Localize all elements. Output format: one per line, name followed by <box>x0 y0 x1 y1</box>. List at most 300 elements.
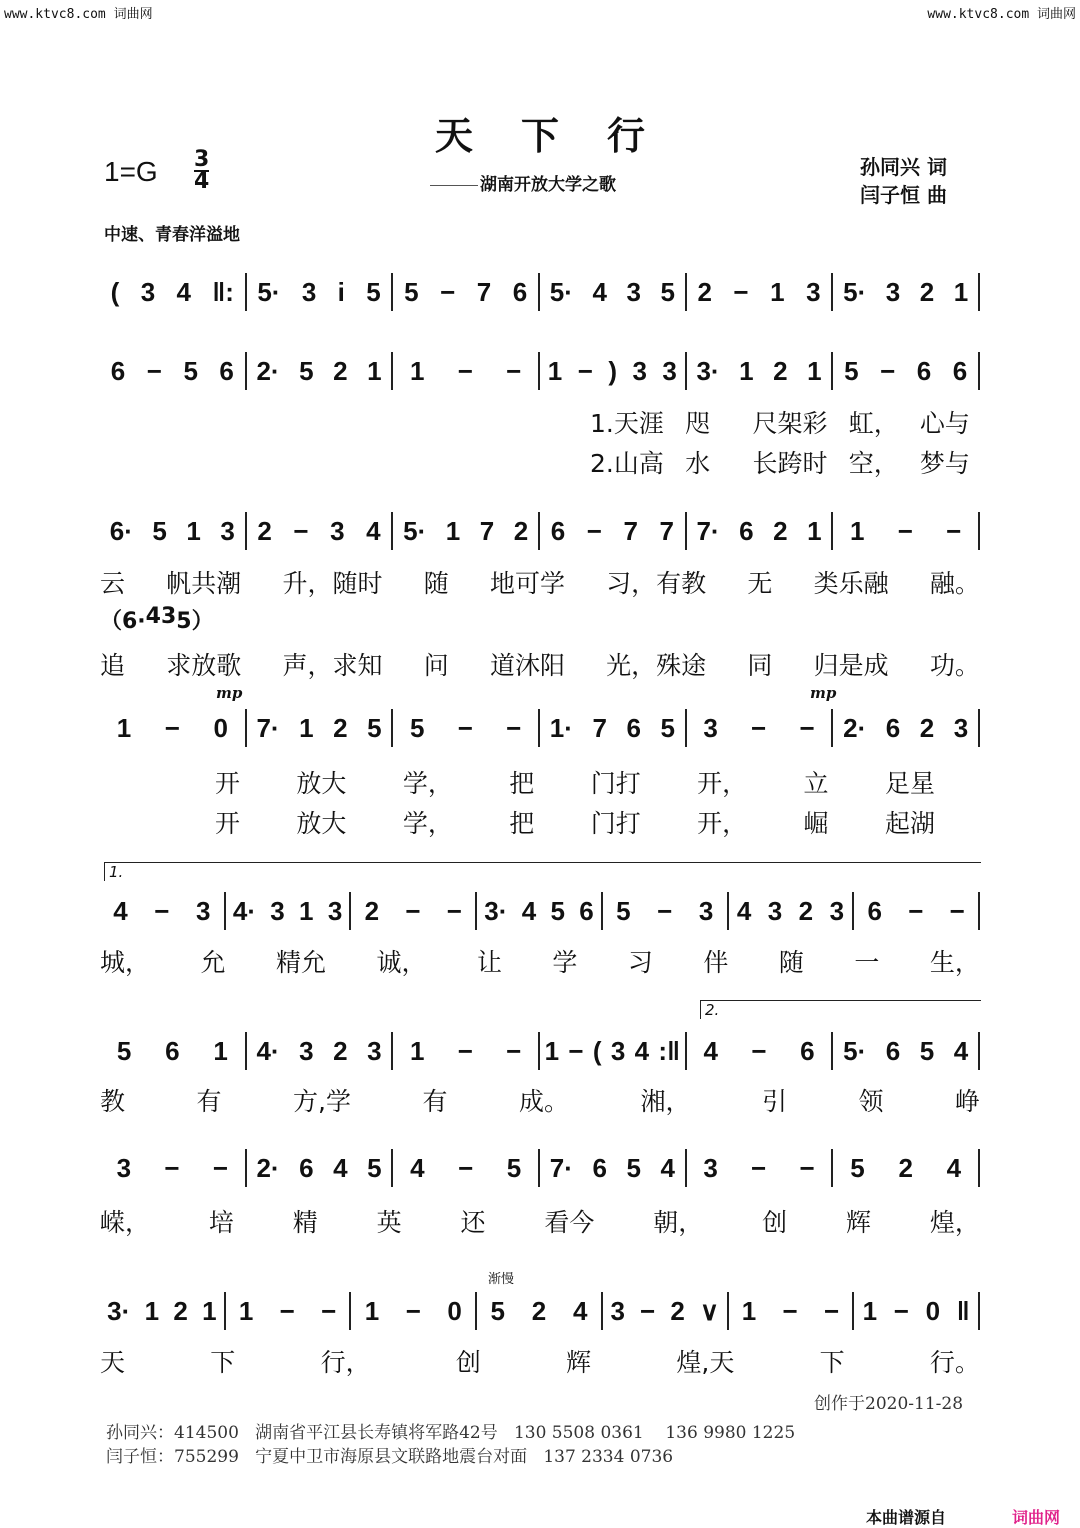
measure <box>854 891 978 931</box>
note: 3 <box>330 515 345 546</box>
note: − <box>457 712 473 743</box>
note: 6 <box>952 355 968 386</box>
lyric-syllable: 有 <box>196 1087 222 1116</box>
measure <box>100 351 245 391</box>
measure <box>833 1031 978 1071</box>
measure <box>687 708 832 748</box>
note: 4 <box>660 1152 675 1183</box>
note: ( <box>592 1035 602 1066</box>
note: − <box>457 1035 473 1066</box>
lyric-syllable: 立 <box>803 769 829 798</box>
note: 1 <box>741 1295 757 1326</box>
note: 3 <box>140 276 156 307</box>
note: 3 <box>885 276 901 307</box>
note: ‖ <box>956 1295 970 1326</box>
lyric-syllable: 还 <box>460 1208 486 1237</box>
lyric-syllable: 问 <box>423 651 449 680</box>
lyric-syllable: 门打 <box>590 809 641 838</box>
note: 3 <box>703 1152 718 1183</box>
contact-lyricist: 孙同兴：414500 湖南省平江县长寿镇将军路42号 130 5508 0361 136 9980 1225 <box>106 1423 796 1443</box>
note: − <box>586 515 602 546</box>
lyrics-line <box>100 1343 980 1379</box>
lyric-syllable: 允 <box>200 948 226 977</box>
dynamic-mp: mp <box>216 684 243 702</box>
note: 2 <box>773 515 788 546</box>
lyric-syllable: 放大 <box>296 809 347 838</box>
note: 1 <box>144 1295 160 1326</box>
lyric-syllable: 煌,天 <box>676 1348 735 1377</box>
lyric-syllable: 门打 <box>590 769 641 798</box>
tempo-marking: 中速、青春洋溢地 <box>104 225 240 245</box>
lyric-syllable: 升，随时 <box>282 569 383 598</box>
note: 7· <box>256 712 280 743</box>
note: 2 <box>919 712 935 743</box>
lyric-syllable: 学， <box>402 809 453 838</box>
note: 6 <box>219 355 234 386</box>
lyric-syllable: 功。 <box>929 651 980 680</box>
lyric-syllable: 习 <box>627 948 653 977</box>
note: 1 <box>116 712 132 743</box>
note: 3 <box>767 895 783 926</box>
note: 0 <box>213 712 228 743</box>
note: 3· <box>696 355 720 386</box>
note: − <box>949 895 965 926</box>
note: 6 <box>299 1152 314 1183</box>
measure <box>100 272 245 312</box>
measure <box>393 1031 538 1071</box>
volta-2: 2. <box>700 1000 981 1019</box>
lyric-syllable: 类乐融 <box>813 569 889 598</box>
lyrics-line <box>100 1082 980 1118</box>
lyric-syllable: 湘， <box>640 1087 691 1116</box>
note: − <box>457 355 473 386</box>
note: 1 <box>547 355 563 386</box>
lyric-syllable: 精 <box>292 1208 318 1237</box>
lyric-syllable: （6· <box>100 609 146 634</box>
note: 1 <box>409 355 425 386</box>
lyric-syllable: 习，有教 <box>606 569 707 598</box>
note: 4 <box>592 276 607 307</box>
note: − <box>446 895 462 926</box>
contact-composer: 闫子恒：755299 宁夏中卫市海原县文联路地震台对面 137 2334 0736 <box>106 1447 674 1467</box>
measure <box>393 511 538 551</box>
note: 5 <box>299 355 314 386</box>
subtitle-text: 湖南开放大学之歌 <box>480 175 616 195</box>
note: 3 <box>299 1035 314 1066</box>
note: − <box>405 1295 421 1326</box>
lyric-syllable: 梦与 <box>919 449 970 478</box>
note: − <box>897 515 913 546</box>
measure <box>247 511 392 551</box>
lyric-syllable: 行。 <box>929 1348 980 1377</box>
measure <box>477 891 601 931</box>
note: − <box>506 355 522 386</box>
measure <box>729 891 853 931</box>
note: 7 <box>479 515 495 546</box>
lyrics-line <box>215 764 935 800</box>
lyric-syllable: 追 <box>100 651 126 680</box>
barline <box>978 1149 980 1187</box>
measure <box>540 708 685 748</box>
barline <box>978 1292 980 1330</box>
note: 7 <box>476 276 492 307</box>
measure <box>477 1291 601 1331</box>
lyric-syllable: 光，殊途 <box>606 651 707 680</box>
note: 3· <box>107 1295 131 1326</box>
note: 6· <box>109 515 133 546</box>
measure <box>226 1291 350 1331</box>
measure <box>247 351 392 391</box>
note: − <box>506 1035 522 1066</box>
notation-line <box>100 511 980 551</box>
lyrics-line <box>590 444 970 480</box>
note: − <box>893 1295 909 1326</box>
lyric-syllable: 归是成 <box>813 651 889 680</box>
note: − <box>164 1152 180 1183</box>
note: 0 <box>925 1295 941 1326</box>
measure <box>226 891 350 931</box>
lyrics-line <box>100 604 214 635</box>
lyric-syllable: 5） <box>176 609 214 634</box>
note: 4· <box>256 1035 280 1066</box>
measure <box>603 891 727 931</box>
lyric-syllable: 道沐阳 <box>489 651 565 680</box>
source-link[interactable]: 词曲网 <box>1012 1508 1061 1527</box>
notation-line <box>100 891 980 931</box>
ritardando: 渐慢 <box>488 1272 515 1287</box>
note: 1 <box>364 1295 380 1326</box>
measure <box>100 511 245 551</box>
lyric-syllable: 伴 <box>703 948 729 977</box>
note: 5 <box>660 712 675 743</box>
measure <box>247 1148 392 1188</box>
song-title: 天下行 <box>434 113 693 158</box>
lyrics-line <box>100 1203 980 1239</box>
note: − <box>751 712 767 743</box>
note: 5 <box>660 276 675 307</box>
lyric-syllable: 3 <box>160 604 177 629</box>
lyric-syllable: 让 <box>476 948 502 977</box>
time-bottom: 4 <box>194 169 210 194</box>
dash-line <box>430 185 478 186</box>
measure <box>540 272 685 312</box>
note: 1 <box>862 1295 878 1326</box>
note: 2 <box>513 515 529 546</box>
lyrics-line <box>100 943 980 979</box>
note: 5 <box>850 1152 865 1183</box>
note: − <box>657 895 673 926</box>
measure <box>393 708 538 748</box>
note: 6 <box>512 276 528 307</box>
authors <box>860 153 947 209</box>
note: ) <box>608 355 618 386</box>
time-signature <box>194 147 210 194</box>
volta-1: 1. <box>104 862 981 881</box>
note: 4 <box>736 895 752 926</box>
measure <box>833 511 978 551</box>
creation-date: 创作于2020-11-28 <box>814 1394 964 1414</box>
lyrics-line <box>590 404 970 440</box>
barline <box>978 709 980 747</box>
lyric-syllable: 英 <box>376 1208 402 1237</box>
note: 2 <box>919 276 935 307</box>
lyric-syllable: 下 <box>819 1348 845 1377</box>
measure <box>833 351 978 391</box>
note: 3 <box>301 276 317 307</box>
note: 4 <box>333 1152 348 1183</box>
note: 5 <box>616 895 631 926</box>
note: 2 <box>773 355 788 386</box>
lyric-syllable: 地可学 <box>489 569 565 598</box>
lyric-syllable: 煌， <box>929 1208 980 1237</box>
note: 3 <box>806 276 821 307</box>
note: − <box>440 276 456 307</box>
note: i <box>337 276 345 307</box>
measure <box>603 1291 727 1331</box>
note: 2 <box>531 1295 547 1326</box>
lyric-syllable: 求放歌 <box>166 651 242 680</box>
measure <box>833 272 978 312</box>
note: 4 <box>946 1152 962 1183</box>
note: 3 <box>367 1035 382 1066</box>
lyric-syllable: 行， <box>320 1348 371 1377</box>
measure <box>247 272 392 312</box>
lyric-syllable: 学， <box>402 769 453 798</box>
note: 2 <box>173 1295 188 1326</box>
lyric-syllable: 起湖 <box>884 809 935 838</box>
note: − <box>506 712 522 743</box>
note: 2 <box>333 355 348 386</box>
note: − <box>733 276 749 307</box>
note: 1 <box>299 895 314 926</box>
note: − <box>568 1035 584 1066</box>
lyric-syllable: 把 <box>509 769 535 798</box>
composer: 闫子恒 曲 <box>860 183 947 207</box>
note: 4· <box>232 895 256 926</box>
measure <box>351 891 475 931</box>
measure <box>351 1291 475 1331</box>
lyric-syllable: 培 <box>208 1208 234 1237</box>
lyric-syllable: 融。 <box>929 569 980 598</box>
note: 0 <box>447 1295 462 1326</box>
note: − <box>640 1295 656 1326</box>
note: 3· <box>484 895 508 926</box>
lyric-syllable: 开 <box>215 809 241 838</box>
lyric-syllable: 把 <box>509 809 535 838</box>
measure <box>687 1148 832 1188</box>
lyric-syllable: 足星 <box>884 769 935 798</box>
note: 2 <box>798 895 814 926</box>
note: 6 <box>165 1035 180 1066</box>
note: 1 <box>445 515 461 546</box>
note: 2 <box>257 515 272 546</box>
measure <box>393 272 538 312</box>
note: 5 <box>404 276 419 307</box>
measure <box>393 1148 538 1188</box>
note: 6 <box>110 355 126 386</box>
note: 6 <box>885 1035 901 1066</box>
lyric-syllable: 创 <box>762 1208 788 1237</box>
notation-line <box>100 708 980 748</box>
note: − <box>321 1295 337 1326</box>
barline <box>978 352 980 390</box>
note: ( <box>110 276 120 307</box>
note: − <box>146 355 162 386</box>
note: 3 <box>662 355 677 386</box>
lyric-syllable: 随 <box>423 569 449 598</box>
note: 7· <box>549 1152 573 1183</box>
note: − <box>577 355 593 386</box>
note: 7 <box>592 712 607 743</box>
note: 6 <box>579 895 594 926</box>
note: − <box>212 1152 228 1183</box>
note: 5 <box>490 1295 505 1326</box>
lyric-syllable: 引 <box>761 1087 787 1116</box>
note: 3 <box>610 1035 626 1066</box>
lyric-syllable: 诚， <box>376 948 427 977</box>
note: − <box>458 1152 474 1183</box>
lyric-syllable: 心与 <box>919 409 970 438</box>
lyric-syllable: 领 <box>858 1087 884 1116</box>
note: − <box>908 895 924 926</box>
note: 2 <box>898 1152 913 1183</box>
note: 3 <box>270 895 285 926</box>
note: 4 <box>113 895 128 926</box>
note: 3 <box>703 712 718 743</box>
lyric-syllable: 1.天涯 <box>590 409 664 438</box>
note: 6 <box>916 355 932 386</box>
lyric-syllable: 同 <box>747 651 773 680</box>
note: 2 <box>333 1035 348 1066</box>
note: − <box>279 1295 295 1326</box>
note: − <box>799 1152 815 1183</box>
lyric-syllable: 开 <box>215 769 241 798</box>
note: 6 <box>592 1152 607 1183</box>
lyric-syllable: 辉 <box>846 1208 872 1237</box>
lyric-syllable: 看今 <box>544 1208 595 1237</box>
note: 5· <box>257 276 281 307</box>
lyric-syllable: 长跨时 <box>752 449 828 478</box>
watermark-right: www.ktvc8.com 词曲网 <box>927 7 1076 22</box>
note: 1 <box>238 1295 254 1326</box>
lyric-syllable: 学 <box>552 948 578 977</box>
note: ∨ <box>699 1295 720 1326</box>
note: 5 <box>550 895 565 926</box>
source-label: 本曲谱源自 <box>866 1508 947 1527</box>
note: − <box>154 895 170 926</box>
lyric-syllable: 空， <box>848 449 899 478</box>
note: 5 <box>116 1035 132 1066</box>
note: 2· <box>843 712 867 743</box>
note: 4 <box>953 1035 969 1066</box>
lyric-syllable: 朝， <box>653 1208 704 1237</box>
note: 6 <box>739 515 754 546</box>
note: 5 <box>183 355 198 386</box>
note: 6 <box>867 895 882 926</box>
note: 5 <box>366 276 381 307</box>
note: − <box>164 712 180 743</box>
note: 3 <box>327 895 343 926</box>
note: 2 <box>364 895 380 926</box>
measure <box>687 351 832 391</box>
note: 4 <box>573 1295 588 1326</box>
note: 3 <box>632 355 647 386</box>
measure <box>540 351 685 391</box>
watermark-left: www.ktvc8.com 词曲网 <box>4 7 153 22</box>
note: 1 <box>409 1035 425 1066</box>
barline <box>978 1032 980 1070</box>
lyricist: 孙同兴 词 <box>860 155 947 179</box>
note: − <box>946 515 962 546</box>
lyric-syllable: 虹， <box>848 409 899 438</box>
time-top: 3 <box>194 147 210 172</box>
note: 5· <box>403 515 427 546</box>
note: :‖ <box>658 1035 681 1066</box>
lyric-syllable: 辉 <box>566 1348 592 1377</box>
note: 1 <box>807 355 822 386</box>
notation-line <box>100 1148 980 1188</box>
lyrics-line <box>100 646 980 682</box>
measure <box>687 511 832 551</box>
lyric-syllable: 成。 <box>518 1087 569 1116</box>
note: 1 <box>186 515 201 546</box>
note: 1 <box>202 1295 217 1326</box>
barline <box>978 273 980 311</box>
lyric-syllable: 城， <box>100 948 151 977</box>
note: 5 <box>367 1152 382 1183</box>
note: 2 <box>697 276 712 307</box>
lyric-syllable: 方,学 <box>293 1087 351 1116</box>
note: 4 <box>634 1035 650 1066</box>
note: 1 <box>213 1035 228 1066</box>
note: − <box>293 515 309 546</box>
measure <box>854 1291 978 1331</box>
notation-line <box>100 272 980 312</box>
note: 1 <box>544 1035 560 1066</box>
measure <box>729 1291 853 1331</box>
dynamic-mp: mp <box>810 684 837 702</box>
note: 3 <box>116 1152 132 1183</box>
measure <box>833 1148 978 1188</box>
note: 5 <box>152 515 167 546</box>
subtitle <box>430 170 616 195</box>
note: 6 <box>626 712 641 743</box>
note: 6 <box>885 712 901 743</box>
note: 5 <box>506 1152 522 1183</box>
note: 7· <box>696 515 720 546</box>
lyric-syllable: 创 <box>455 1348 481 1377</box>
note: 1 <box>953 276 969 307</box>
note: 1 <box>807 515 822 546</box>
note: 1 <box>367 355 382 386</box>
note: 2· <box>256 1152 280 1183</box>
note: 5 <box>367 712 382 743</box>
note: 1· <box>549 712 573 743</box>
note: 5· <box>549 276 573 307</box>
lyric-syllable: 天 <box>100 1348 126 1377</box>
lyric-syllable: 水 <box>685 449 711 478</box>
note: 6 <box>550 515 566 546</box>
measure <box>540 1148 685 1188</box>
note: 2 <box>333 712 348 743</box>
lyric-syllable: 2.山高 <box>590 449 664 478</box>
lyric-syllable: 声，求知 <box>282 651 383 680</box>
note: 5· <box>843 276 867 307</box>
note: 4 <box>176 276 191 307</box>
note: 1 <box>739 355 754 386</box>
note: − <box>823 1295 840 1326</box>
note: − <box>880 355 896 386</box>
